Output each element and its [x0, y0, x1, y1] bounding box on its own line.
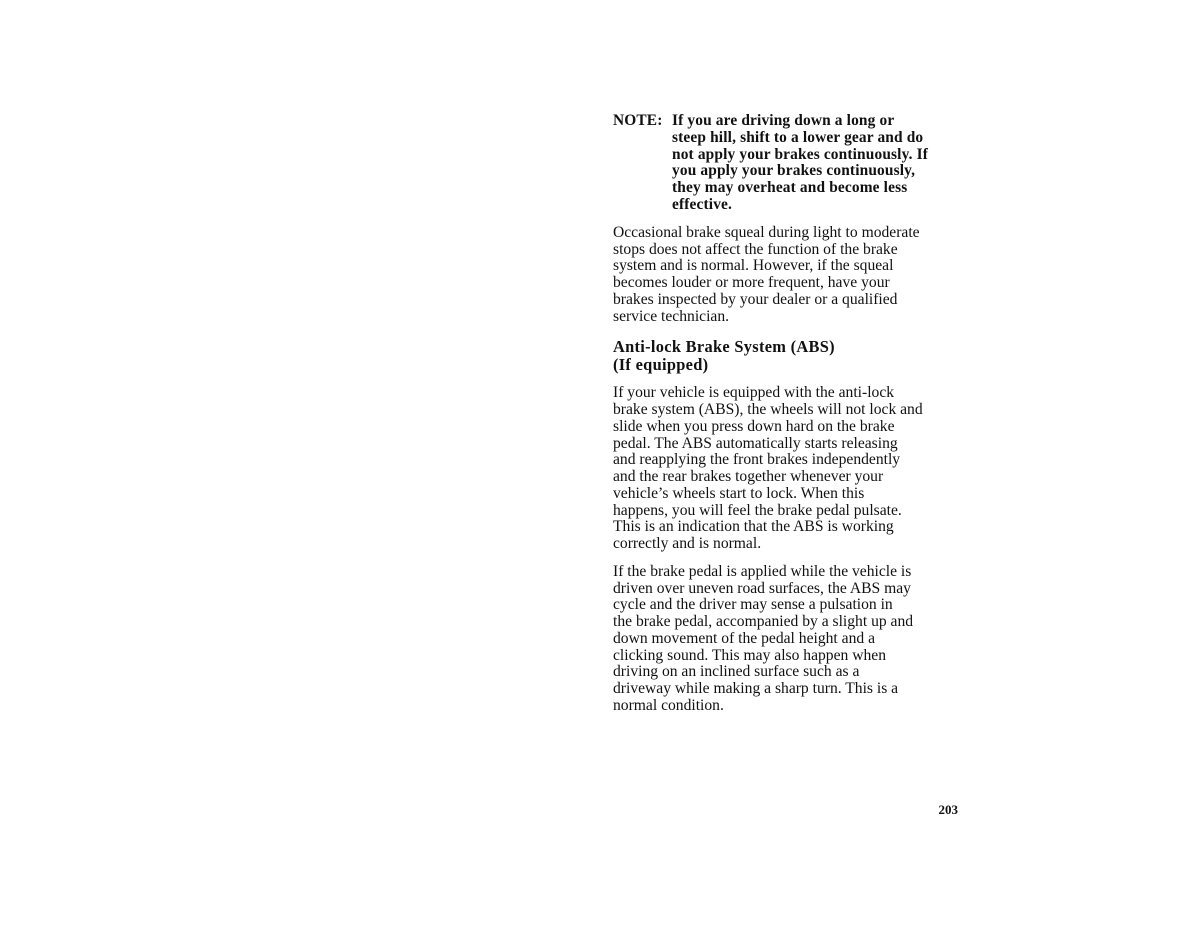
abs-uneven-road-paragraph: If the brake pedal is applied while the vehicle is driven over uneven road surfaces, the ABS may cycle and the driver may sense a pulsation in the brake pedal, accompanied by a slight up and down movement of the pedal height and a clicking sound. This may also happen when driving on an inclined surface such as a driveway while making a sharp turn. This is a normal condition. [613, 562, 914, 714]
manual-page-column [613, 113, 963, 726]
brake-squeal-paragraph: Occasional brake squeal during light to moderate stops does not affect the function of the brake system and is normal. However, if the squeal becomes louder or more frequent, have your brakes inspected by your dealer or a qualified service technician. [613, 223, 920, 325]
note-text: If you are driving down a long or steep hill, shift to a lower gear and do not apply your brakes continuously. If you apply your brakes continuously, they may overheat and become less effective. [672, 112, 929, 213]
page-number: 203 [938, 802, 958, 817]
note-block [613, 113, 963, 214]
abs-intro-paragraph: If your vehicle is equipped with the anti-lock brake system (ABS), the wheels will not lock and slide when you press down hard on the brake pedal. The ABS automatically starts releasing and reapplying the front brakes independently and the rear brakes together whenever your vehicle’s wheels start to lock. When this happens, you will feel the brake pedal pulsate. This is an indication that the ABS is working correctly and is normal. [613, 384, 923, 553]
note-label: NOTE: [613, 112, 663, 129]
abs-section-heading: Anti-lock Brake System (ABS) (If equipped) [613, 337, 835, 374]
